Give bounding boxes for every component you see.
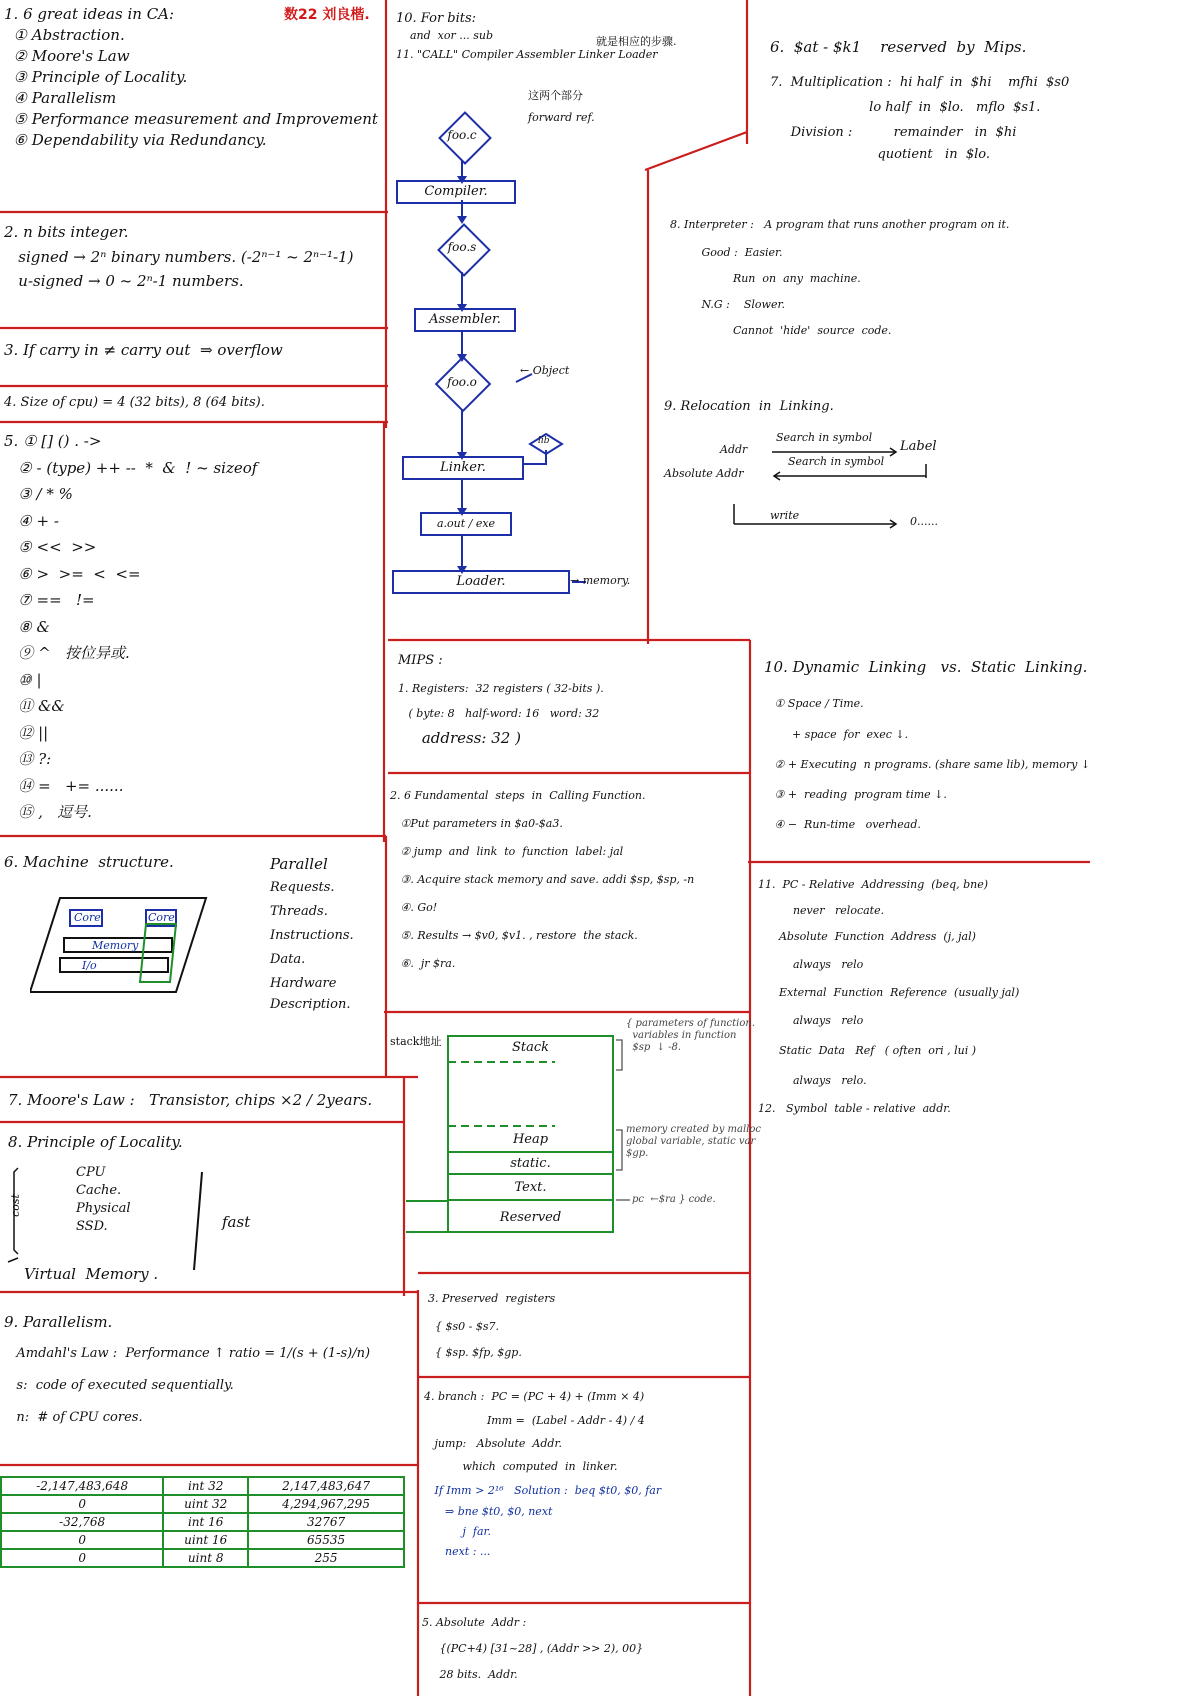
write-label: write bbox=[770, 509, 800, 522]
table-cell: uint 8 bbox=[163, 1549, 248, 1567]
text-line: ⑤ << >> bbox=[4, 538, 97, 556]
text-line: ② - (type) ++ -- * & ! ~ sizeof bbox=[4, 458, 258, 477]
level-label: Cache. bbox=[76, 1183, 122, 1198]
lib-note: lib bbox=[538, 436, 550, 446]
text-line: 8. Interpreter : A program that runs another program on it. bbox=[670, 218, 1010, 231]
text-line: If Imm > 2¹⁶ Solution : beq $t0, $0, far bbox=[424, 1484, 662, 1497]
text-line: ④ Parallelism bbox=[4, 89, 117, 107]
text-line: Division : remainder in $hi bbox=[770, 125, 1017, 140]
section-addressing bbox=[758, 872, 1019, 1122]
table-cell: -32,768 bbox=[1, 1513, 163, 1531]
memory-segment-reserved: Reserved bbox=[499, 1210, 562, 1225]
text-line: 4. Size of cpu) = 4 (32 bits), 8 (64 bits). bbox=[4, 395, 265, 410]
table-cell: int 32 bbox=[163, 1477, 248, 1495]
text-line: 2. 6 Fundamental steps in Calling Function. bbox=[390, 789, 646, 802]
level-label: CPU bbox=[76, 1165, 106, 1180]
text-line: 2. n bits integer. bbox=[4, 223, 129, 241]
text-line: 7. Moore's Law : Transistor, chips ×2 / 2years. bbox=[8, 1091, 373, 1109]
text-note: pc ←$ra } code. bbox=[632, 1194, 716, 1205]
flow-box-executable: a.out / exe bbox=[420, 512, 512, 536]
table-cell: -2,147,483,648 bbox=[1, 1477, 163, 1495]
text-line: Instructions. bbox=[270, 928, 354, 943]
forward-ref-note: forward ref. bbox=[528, 111, 595, 124]
table-cell: int 16 bbox=[163, 1513, 248, 1531]
table-cell: 255 bbox=[248, 1549, 404, 1567]
level-label: SSD. bbox=[76, 1219, 108, 1234]
text-line: ⑧ & bbox=[4, 617, 50, 636]
text-line: ③ / * % bbox=[4, 485, 73, 503]
text-line: next : ... bbox=[424, 1545, 491, 1558]
core-label: Core bbox=[148, 911, 175, 924]
text-line: ⑥ Dependability via Redundancy. bbox=[4, 131, 267, 149]
text-line: 3. Preserved registers bbox=[428, 1292, 556, 1305]
text-line: Imm = (Label - Addr - 4) / 4 bbox=[424, 1414, 645, 1427]
text-line: 11. PC - Relative Addressing (beq, bne) bbox=[758, 878, 989, 891]
flow-node-source: foo.c bbox=[437, 110, 487, 160]
text-line: ① Abstraction. bbox=[4, 26, 125, 44]
text-line: 3. If carry in ≠ carry out ⇒ overflow bbox=[4, 341, 283, 359]
text-line: jump: Absolute Addr. bbox=[424, 1437, 563, 1450]
text-line: ⑩ | bbox=[4, 670, 42, 689]
text-line: 4. branch : PC = (PC + 4) + (Imm × 4) bbox=[424, 1390, 645, 1403]
text-line: { $sp. $fp, $gp. bbox=[428, 1346, 522, 1359]
table-cell: 0 bbox=[1, 1549, 163, 1567]
text-line: 10. Dynamic Linking vs. Static Linking. bbox=[764, 658, 1088, 676]
text-line: Description. bbox=[270, 997, 351, 1012]
section-title: 6. Machine structure. bbox=[4, 853, 174, 871]
text-line: signed → 2ⁿ binary numbers. (-2ⁿ⁻¹ ~ 2ⁿ⁻¹-1) bbox=[4, 248, 354, 266]
stack-side-label: stack地址 bbox=[390, 1035, 442, 1048]
section-relocation bbox=[664, 398, 1124, 538]
text-line: External Function Reference (usually jal) bbox=[758, 986, 1020, 999]
text-line: ③ + reading program time ↓. bbox=[764, 788, 947, 801]
section-absolute-addr bbox=[422, 1610, 643, 1688]
flow-node-assembly: foo.s bbox=[433, 222, 491, 272]
section-branch bbox=[424, 1386, 661, 1562]
text-line: ② Moore's Law bbox=[4, 47, 130, 65]
table-cell: 0 bbox=[1, 1495, 163, 1513]
text-line: Run on any machine. bbox=[670, 272, 861, 285]
text-line: ④. Go! bbox=[390, 901, 438, 914]
text-line: 28 bits. Addr. bbox=[422, 1668, 518, 1681]
text-line: 6. $at - $k1 reserved by Mips. bbox=[770, 38, 1027, 56]
text-line: Parallel bbox=[270, 855, 328, 873]
text-line: ⑬ ?: bbox=[4, 750, 52, 768]
text-line: {(PC+4) [31~28] , (Addr >> 2), 00} bbox=[422, 1642, 644, 1655]
section-dynamic-linking bbox=[764, 646, 1090, 840]
text-line: quotient in $lo. bbox=[770, 147, 990, 162]
text-line: + space for exec ↓. bbox=[764, 728, 909, 741]
text-line: 5. Absolute Addr : bbox=[422, 1616, 527, 1629]
text-line: 9. Parallelism. bbox=[4, 1313, 113, 1331]
memory-segment-static: static. bbox=[510, 1156, 551, 1171]
flow-box-compiler: Compiler. bbox=[396, 180, 516, 204]
table-cell: uint 16 bbox=[163, 1531, 248, 1549]
text-line: ③. Acquire stack memory and save. addi $sp, $sp, -n bbox=[390, 873, 695, 886]
flow-node-object: foo.o bbox=[426, 354, 498, 410]
object-note: ← Object bbox=[520, 364, 570, 377]
text-line: 5. ① [] () . -> bbox=[4, 432, 102, 450]
text-line: 7. Multiplication : hi half in $hi mfhi $s0 bbox=[770, 75, 1070, 90]
section-interpreter bbox=[670, 210, 1009, 344]
text-line: Static Data Ref ( often ori , lui ) bbox=[758, 1044, 977, 1057]
text-line: ⑤. Results → $v0, $v1. , restore the stack. bbox=[390, 929, 638, 942]
text-line: Requests. bbox=[270, 880, 335, 895]
section-preserved-registers bbox=[428, 1284, 555, 1366]
arrow-label: Search in symbol bbox=[776, 431, 873, 444]
text-line: never relocate. bbox=[758, 904, 885, 917]
text-line: Good : Easier. bbox=[670, 246, 783, 259]
text-line: Threads. bbox=[270, 904, 328, 919]
text-line: ② + Executing n programs. (share same lib), memory ↓ bbox=[764, 758, 1091, 771]
author-stamp: 数22 刘良楷. bbox=[284, 7, 370, 23]
text-line: 12. Symbol table - relative addr. bbox=[758, 1102, 951, 1115]
level-label: Physical bbox=[76, 1201, 131, 1216]
text-line: ⑦ == != bbox=[4, 591, 95, 609]
memory-note: → memory. bbox=[570, 574, 631, 587]
text-line: address: 32 ) bbox=[398, 729, 521, 747]
text-line: N.G : Slower. bbox=[670, 298, 786, 311]
table-cell: 4,294,967,295 bbox=[248, 1495, 404, 1513]
memory-segment-text: Text. bbox=[514, 1180, 547, 1195]
text-line: 10. For bits: bbox=[396, 11, 477, 26]
text-line: s: code of executed sequentially. bbox=[4, 1378, 234, 1393]
text-line: 11. "CALL" Compiler Assembler Linker Loader bbox=[396, 48, 658, 61]
cn-note: 这两个部分 bbox=[528, 89, 583, 102]
text-line: Absolute Function Address (j, jal) bbox=[758, 930, 976, 943]
flow-box-loader: Loader. bbox=[392, 570, 570, 594]
text-line: ⑫ || bbox=[4, 723, 49, 742]
table-cell: 2,147,483,647 bbox=[248, 1477, 404, 1495]
zeros-label: 0...... bbox=[910, 515, 938, 528]
section-title: 8. Principle of Locality. bbox=[8, 1133, 183, 1151]
text-line: j far. bbox=[424, 1525, 492, 1538]
text-line: u-signed → 0 ~ 2ⁿ-1 numbers. bbox=[4, 272, 244, 290]
table-cell: 32767 bbox=[248, 1513, 404, 1531]
cost-side-label: cost bbox=[8, 1194, 22, 1217]
text-line: ⑮ , 逗号. bbox=[4, 803, 92, 821]
text-line: ② jump and link to function label: jal bbox=[390, 845, 624, 858]
text-line: ⑪ && bbox=[4, 697, 65, 715]
memory-segment-heap: Heap bbox=[512, 1132, 549, 1147]
label-label: Label bbox=[900, 439, 937, 454]
table-cell: uint 32 bbox=[163, 1495, 248, 1513]
table-cell: 0 bbox=[1, 1531, 163, 1549]
text-line: 1. 6 great ideas in CA: bbox=[4, 5, 175, 23]
arrow-label: Search in symbol bbox=[788, 455, 885, 468]
text-line: and xor ... sub bbox=[396, 29, 494, 42]
relocation-arrows bbox=[664, 398, 1124, 538]
text-line: ④ − Run-time overhead. bbox=[764, 818, 921, 831]
text-line: ⑥ > >= < <= bbox=[4, 564, 141, 583]
text-line: 1. Registers: 32 registers ( 32-bits ). bbox=[398, 682, 604, 695]
text-line: ④ + - bbox=[4, 511, 59, 530]
flow-box-linker: Linker. bbox=[402, 456, 524, 480]
text-line: always relo. bbox=[758, 1074, 867, 1087]
text-line: ⑤ Performance measurement and Improvement bbox=[4, 110, 378, 128]
fast-label: fast bbox=[222, 1213, 251, 1231]
text-line: ⇒ bne $t0, $0, next bbox=[424, 1505, 553, 1518]
memory-segment-stack: Stack bbox=[511, 1040, 550, 1055]
heap-note: memory created by malloc global variable, static var $gp. bbox=[626, 1124, 761, 1159]
text-line: which computed in linker. bbox=[424, 1460, 618, 1473]
core-label: Core bbox=[74, 911, 101, 924]
text-line: { $s0 - $s7. bbox=[428, 1320, 499, 1333]
addr-label: Addr bbox=[720, 443, 748, 456]
text-line: ① Space / Time. bbox=[764, 697, 864, 710]
text-line: ⑥. jr $ra. bbox=[390, 957, 456, 970]
text-line: Data. bbox=[270, 952, 306, 967]
memory-label: Memory bbox=[92, 939, 139, 952]
section-reserved-mult-div bbox=[770, 22, 1069, 166]
text-line: n: # of CPU cores. bbox=[4, 1410, 143, 1425]
text-line: ①Put parameters in $a0-$a3. bbox=[390, 817, 563, 830]
text-line: lo half in $lo. mflo $s1. bbox=[770, 100, 1041, 115]
table-cell: 65535 bbox=[248, 1531, 404, 1549]
text-line: ⑨ ^ 按位异或. bbox=[4, 644, 130, 662]
text-line: Amdahl's Law : Performance ↑ ratio = 1/(s + (1-s)/n) bbox=[4, 1346, 371, 1361]
text-line: MIPS : bbox=[398, 653, 443, 668]
stack-note: { parameters of function. variables in function $sp ↓ -8. bbox=[626, 1018, 756, 1053]
text-line: always relo bbox=[758, 1014, 864, 1027]
section-title: 9. Relocation in Linking. bbox=[664, 399, 834, 414]
text-line: ③ Principle of Locality. bbox=[4, 68, 188, 86]
text-line: ⑭ = += ...... bbox=[4, 776, 124, 795]
virtual-memory-label: Virtual Memory . bbox=[24, 1265, 159, 1283]
absolute-addr-label: Absolute Addr bbox=[664, 467, 744, 480]
text-line: Cannot 'hide' source code. bbox=[670, 324, 892, 337]
flow-box-assembler: Assembler. bbox=[414, 308, 516, 332]
text-line: always relo bbox=[758, 958, 864, 971]
text-line: ( byte: 8 half-word: 16 word: 32 bbox=[398, 707, 600, 720]
cn-note: 就是相应的步骤. bbox=[596, 35, 677, 48]
io-label: I/o bbox=[82, 959, 97, 972]
text-line: Hardware bbox=[270, 976, 337, 991]
